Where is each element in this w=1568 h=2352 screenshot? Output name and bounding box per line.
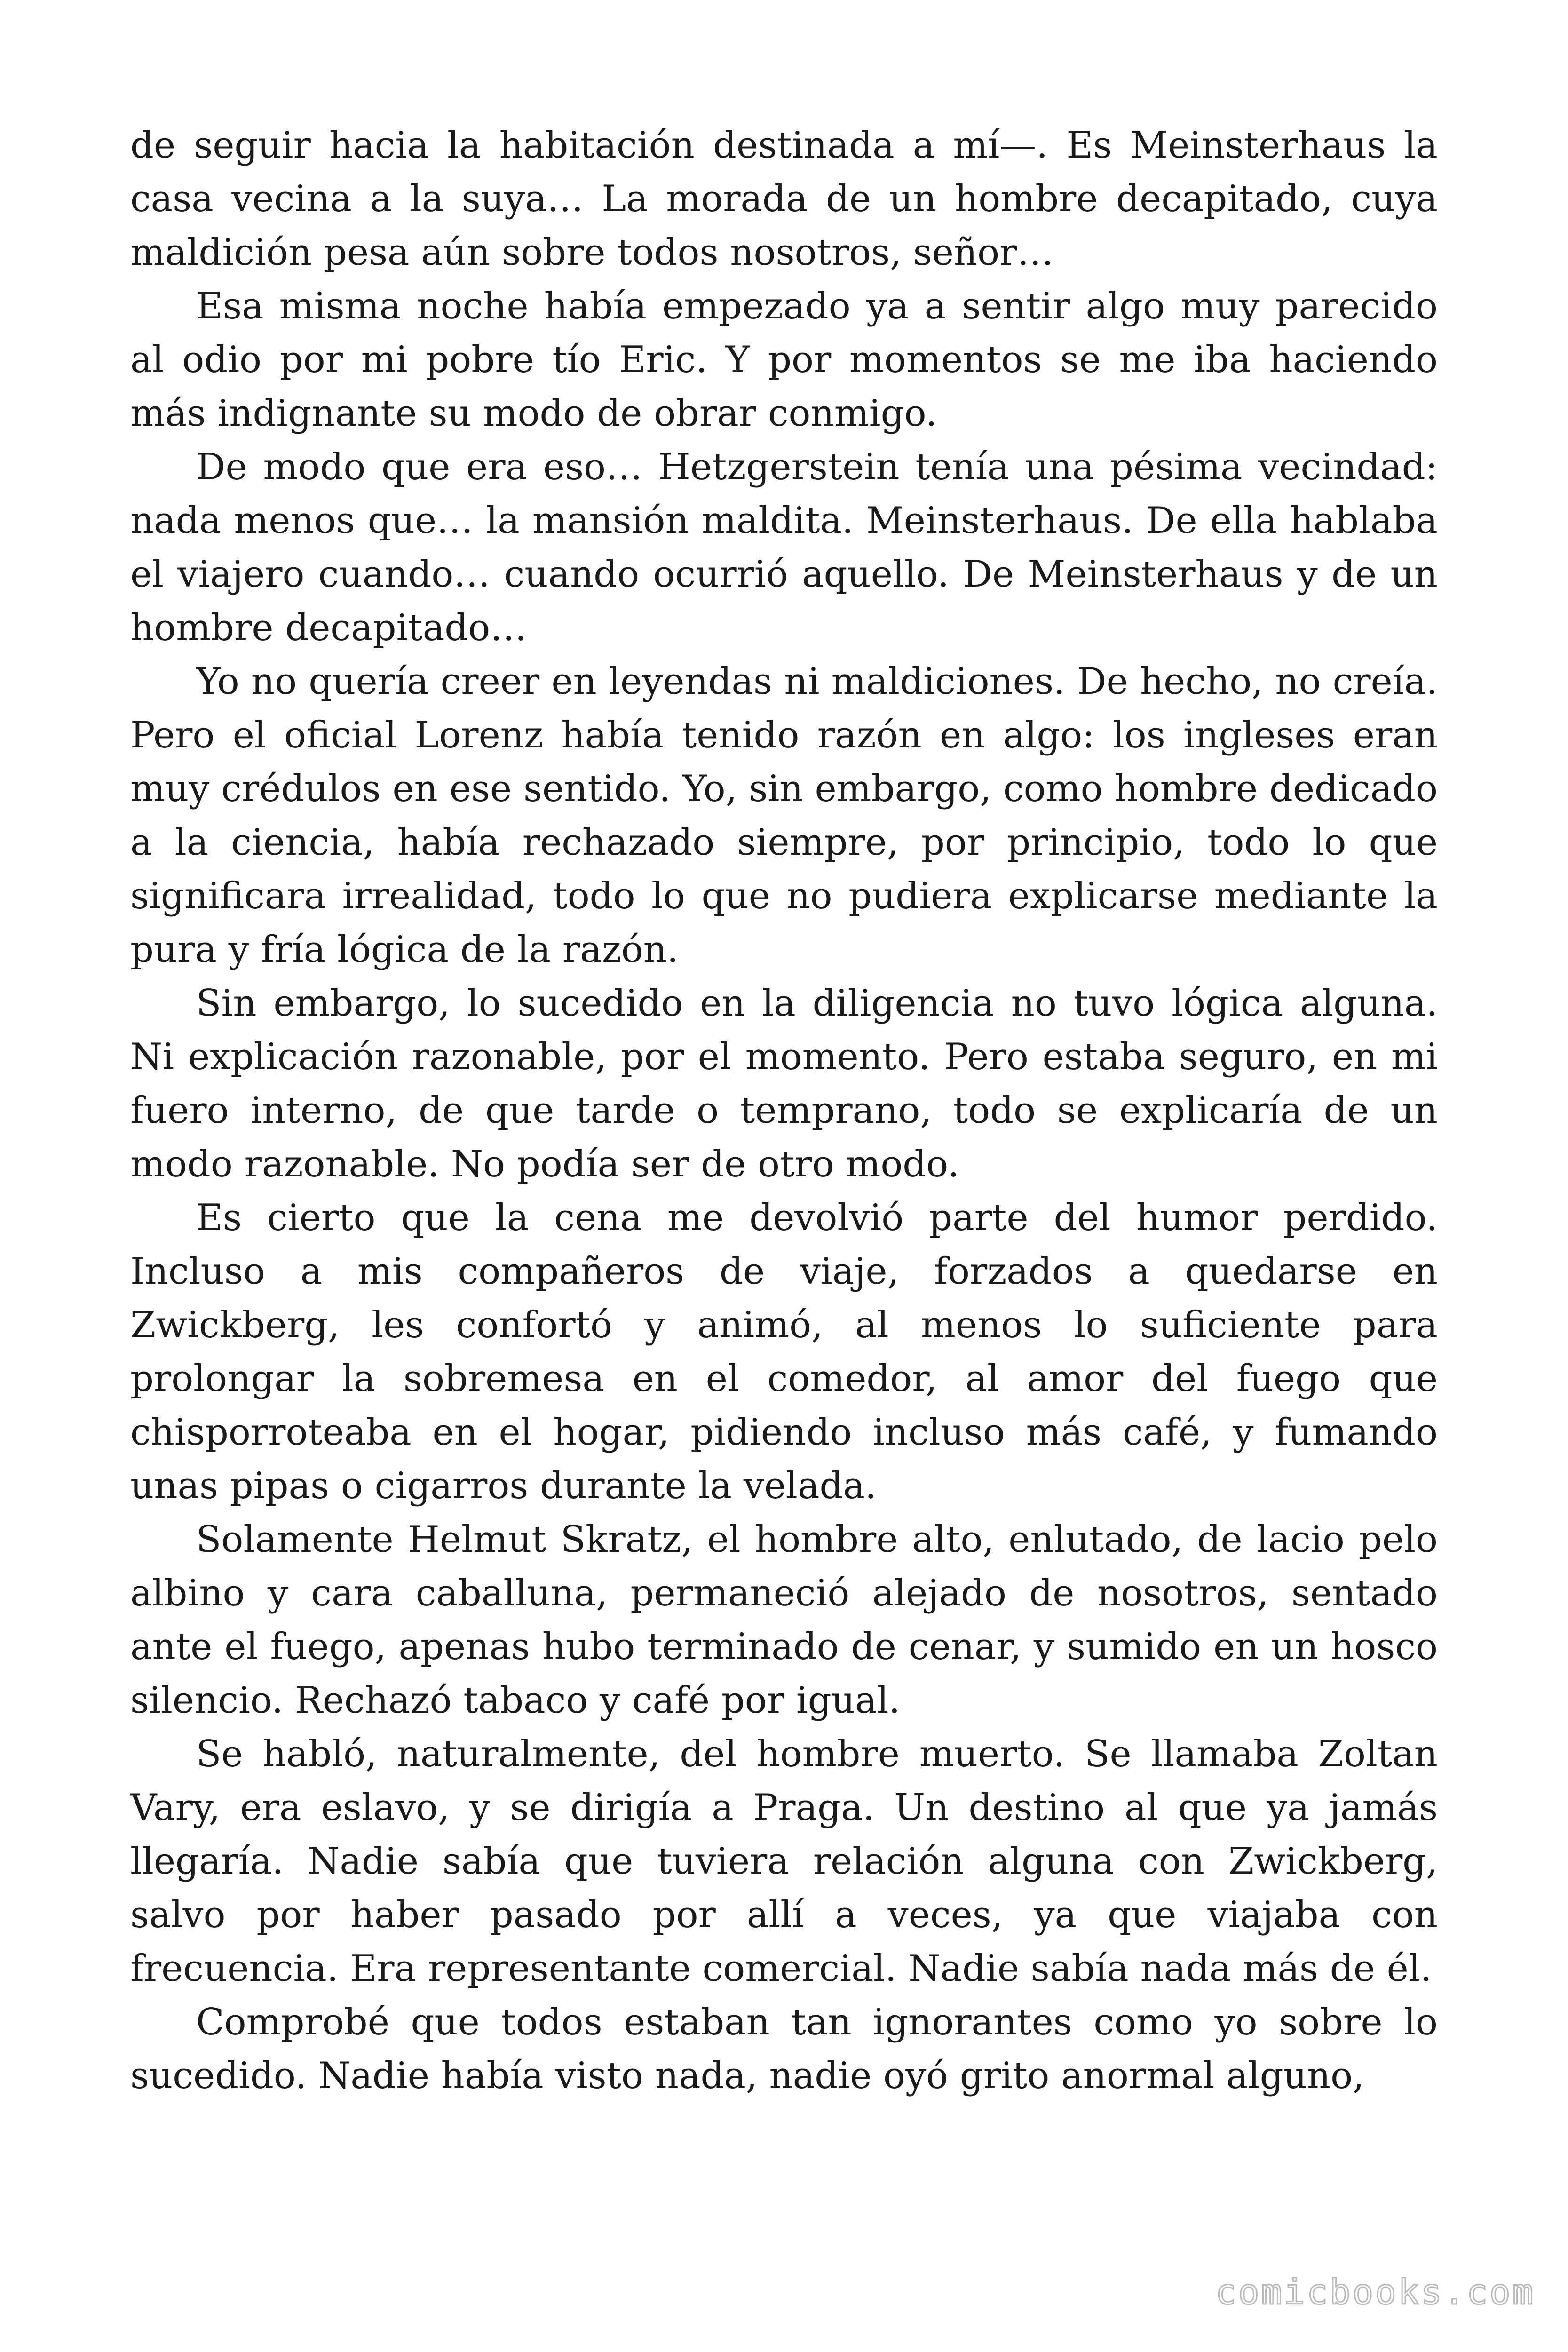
paragraph: De modo que era eso… Hetzgerstein tenía una pésima vecindad: nada menos que… la mansión maldita. Meinsterhaus. De ella hablaba el viajero cuando… cuando ocurrió aquello. De Meinsterhaus y de un hombre decapitado… — [130, 446, 1438, 649]
paragraph: Yo no quería creer en leyendas ni maldiciones. De hecho, no creía. Pero el oficial Lorenz había tenido razón en algo: los ingleses eran muy crédulos en ese sentido. Yo, sin embargo, como hombre dedicado a la ciencia, había rechazado siempre, por principio, todo lo que significara irrealidad, todo lo que no pudiera explicarse mediante la pura y fría lógica de la razón. — [130, 660, 1438, 971]
paragraph: Es cierto que la cena me devolvió parte del humor perdido. Incluso a mis compañeros de viaje, forzados a quedarse en Zwickberg, les confortó y animó, al menos lo suficiente para prolongar la sobremesa en el comedor, al amor del fuego que chisporroteaba en el hogar, pidiendo incluso más café, y fumando unas pipas o cigarros durante la velada. — [130, 1197, 1438, 1507]
paragraph: Se habló, naturalmente, del hombre muerto. Se llamaba Zoltan Vary, era eslavo, y se dirigía a Praga. Un destino al que ya jamás llegaría. Nadie sabía que tuviera relación alguna con Zwickberg, salvo por haber pasado por allí a veces, ya que viajaba con frecuencia. Era representante comercial. Nadie sabía nada más de él. — [130, 1733, 1438, 1990]
paragraph: Comprobé que todos estaban tan ignorantes como yo sobre lo sucedido. Nadie había visto nada, nadie oyó grito anormal alguno, — [130, 2001, 1438, 2097]
watermark: comicbooks.com — [1215, 2272, 1535, 2312]
page-text — [130, 119, 1438, 2103]
paragraph: Solamente Helmut Skratz, el hombre alto, enlutado, de lacio pelo albino y cara caballuna, permaneció alejado de nosotros, sentado ante el fuego, apenas hubo terminado de cenar, y sumido en un hosco silencio. Rechazó tabaco y café por igual. — [130, 1518, 1438, 1722]
paragraph: Sin embargo, lo sucedido en la diligencia no tuvo lógica alguna. Ni explicación razonable, por el momento. Pero estaba seguro, en mi fuero interno, de que tarde o temprano, todo se explicaría de un modo razonable. No podía ser de otro modo. — [130, 982, 1438, 1185]
paragraph-continuation: de seguir hacia la habitación destinada a mí—. Es Meinsterhaus la casa vecina a la suya… La morada de un hombre decapitado, cuya maldición pesa aún sobre todos nosotros, señor… — [130, 124, 1438, 274]
paragraph: Esa misma noche había empezado ya a sentir algo muy parecido al odio por mi pobre tío Eric. Y por momentos se me iba haciendo más indignante su modo de obrar conmigo. — [130, 285, 1438, 435]
